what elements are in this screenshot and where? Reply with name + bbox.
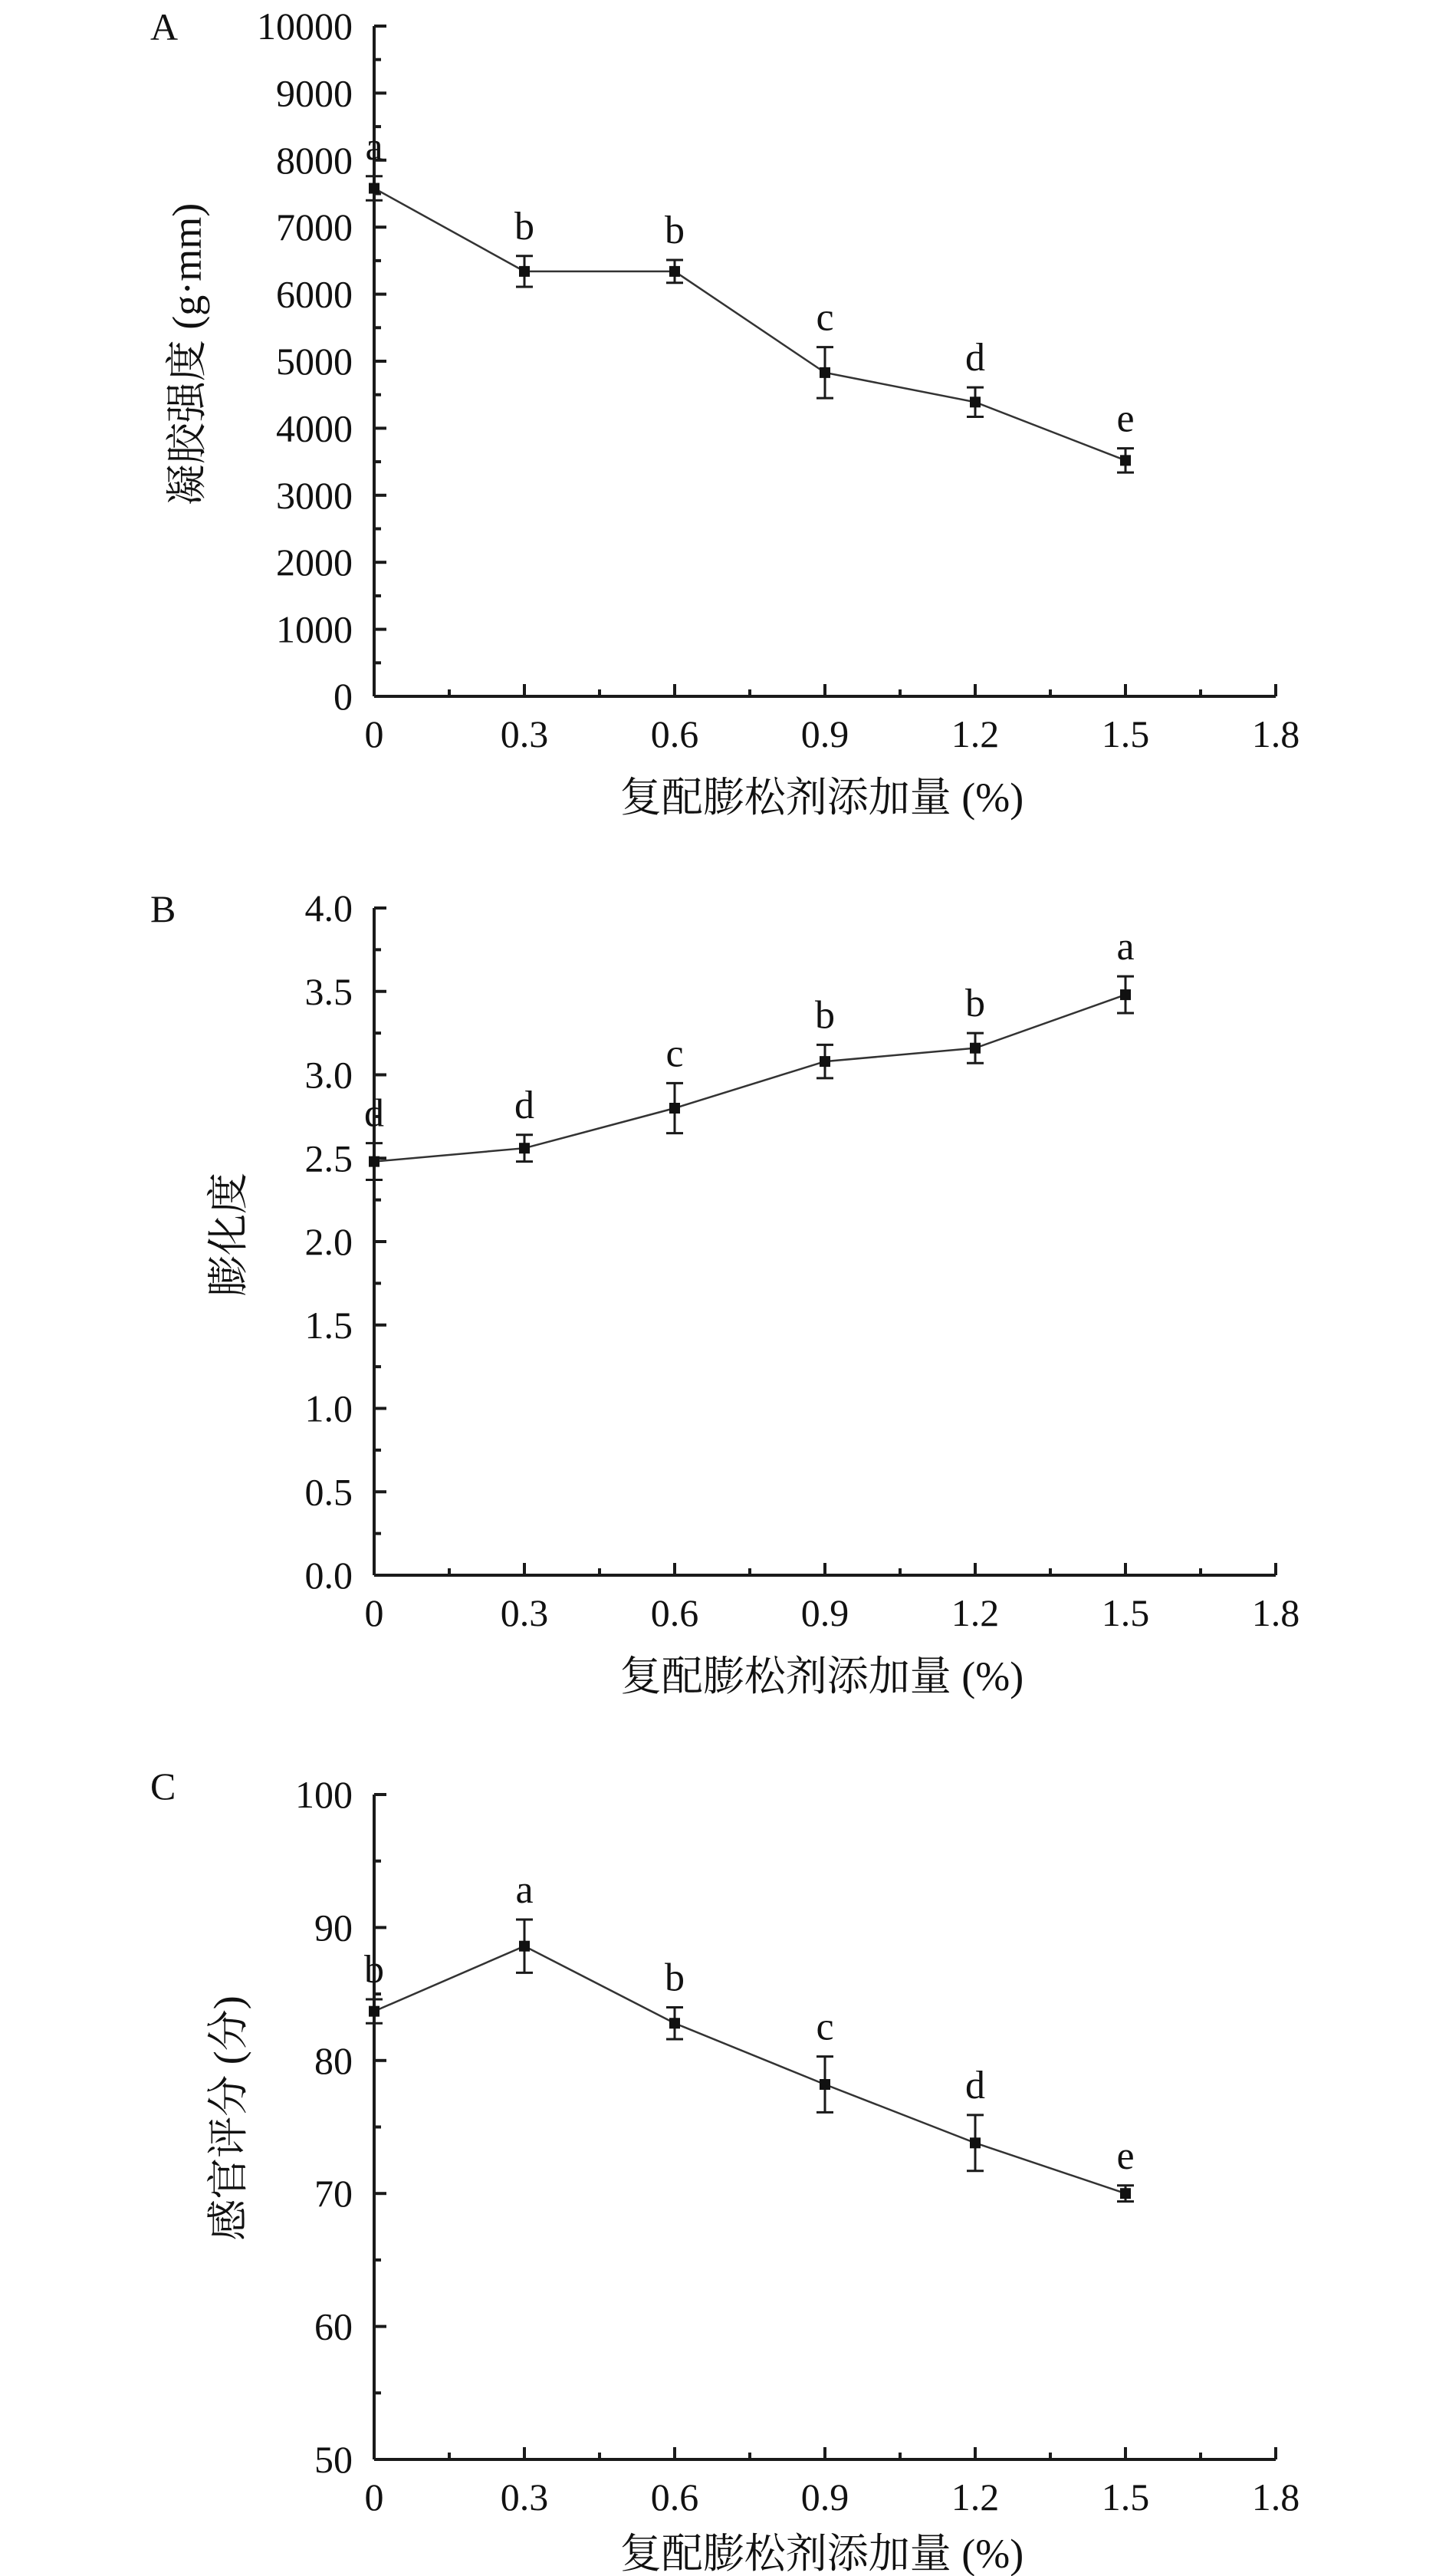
panel-label-a: A — [150, 5, 179, 48]
y-axis-title-a: 凝胶强度 (g·mm) — [164, 202, 210, 506]
significance-label-a: b — [665, 209, 685, 253]
y-tick-label-a: 3000 — [276, 473, 353, 517]
x-tick-label-c: 0.3 — [500, 2476, 549, 2518]
x-tick-label-b: 0.9 — [800, 1591, 849, 1634]
data-point-a — [519, 266, 530, 277]
y-tick-label-b: 1.5 — [304, 1303, 353, 1347]
x-tick-label-b: 0.6 — [650, 1591, 699, 1634]
plot-area-a — [257, 5, 1300, 755]
y-tick-label-b: 2.0 — [304, 1220, 353, 1263]
x-tick-label-a: 1.2 — [951, 712, 1000, 755]
x-tick-label-a: 0.3 — [500, 712, 549, 755]
y-tick-label-b: 4.0 — [304, 887, 353, 929]
y-tick-label-a: 10000 — [257, 5, 353, 48]
significance-label-c: b — [665, 1956, 685, 2000]
x-axis-title-a: 复配膨松剂添加量 (%) — [619, 775, 1024, 821]
x-axis-title-b: 复配膨松剂添加量 (%) — [619, 1653, 1024, 1699]
x-tick-label-c: 0 — [364, 2476, 384, 2518]
y-tick-label-a: 4000 — [276, 406, 353, 450]
y-tick-label-c: 100 — [295, 1773, 353, 1816]
data-point-a — [669, 266, 680, 277]
x-tick-label-a: 0 — [364, 712, 384, 755]
x-axis-title-c: 复配膨松剂添加量 (%) — [619, 2531, 1024, 2576]
significance-label-c: d — [965, 2063, 985, 2107]
data-point-c — [519, 1941, 530, 1952]
y-tick-label-c: 70 — [314, 2172, 353, 2216]
y-tick-label-c: 90 — [314, 1906, 353, 1949]
x-tick-label-c: 1.5 — [1101, 2476, 1150, 2518]
panel-a — [150, 5, 1300, 821]
significance-label-a: e — [1116, 396, 1135, 441]
data-point-b — [970, 1043, 981, 1054]
x-tick-label-c: 1.2 — [951, 2476, 1000, 2518]
plot-area-b — [305, 887, 1300, 1634]
series-line-a — [374, 189, 1125, 461]
significance-label-b: d — [364, 1091, 384, 1136]
y-tick-label-a: 9000 — [276, 71, 353, 115]
data-point-b — [519, 1143, 530, 1153]
panel-label-c: C — [150, 1765, 176, 1808]
data-point-a — [820, 367, 830, 378]
x-tick-label-b: 1.8 — [1251, 1591, 1300, 1634]
significance-label-c: e — [1116, 2134, 1135, 2178]
y-tick-label-a: 0 — [334, 675, 353, 718]
y-tick-label-a: 5000 — [276, 340, 353, 383]
y-tick-label-b: 1.0 — [304, 1387, 353, 1430]
y-tick-label-a: 8000 — [276, 138, 353, 182]
significance-label-c: b — [364, 1948, 384, 1992]
y-tick-label-a: 6000 — [276, 272, 353, 316]
significance-label-c: c — [816, 2005, 834, 2049]
y-tick-label-c: 60 — [314, 2305, 353, 2348]
panel-c — [150, 1765, 1300, 2576]
data-point-c — [820, 2079, 830, 2090]
x-tick-label-a: 0.6 — [650, 712, 699, 755]
y-tick-label-b: 0.0 — [304, 1554, 353, 1597]
y-tick-label-b: 2.5 — [304, 1137, 353, 1180]
x-tick-label-c: 1.8 — [1251, 2476, 1300, 2518]
data-point-b — [369, 1156, 380, 1167]
data-point-c — [369, 2006, 380, 2017]
x-tick-label-c: 0.6 — [650, 2476, 699, 2518]
data-point-c — [970, 2137, 981, 2148]
significance-label-b: b — [815, 993, 835, 1038]
series-line-c — [374, 1946, 1125, 2194]
y-axis-title-c: 感官评分 (分) — [205, 1995, 251, 2241]
data-point-b — [820, 1056, 830, 1067]
panel-b — [150, 887, 1300, 1699]
significance-label-a: d — [965, 336, 985, 380]
significance-label-a: a — [365, 124, 383, 169]
series-line-b — [374, 995, 1125, 1162]
significance-label-b: c — [665, 1031, 684, 1076]
panel-label-b: B — [150, 887, 176, 930]
x-tick-label-b: 0 — [364, 1591, 384, 1634]
y-tick-label-b: 3.5 — [304, 969, 353, 1013]
x-tick-label-b: 1.5 — [1101, 1591, 1150, 1634]
significance-label-c: a — [515, 1867, 534, 1912]
y-axis-title-b: 膨化度 — [205, 1173, 251, 1297]
data-point-c — [1120, 2188, 1131, 2199]
y-tick-label-b: 0.5 — [304, 1470, 353, 1514]
x-tick-label-b: 1.2 — [951, 1591, 1000, 1634]
y-tick-label-a: 1000 — [276, 607, 353, 651]
x-tick-label-a: 0.9 — [800, 712, 849, 755]
significance-label-b: a — [1116, 925, 1135, 969]
x-tick-label-a: 1.8 — [1251, 712, 1300, 755]
y-tick-label-a: 2000 — [276, 541, 353, 584]
y-tick-label-a: 7000 — [276, 206, 353, 249]
significance-label-b: d — [514, 1083, 534, 1127]
data-point-c — [669, 2018, 680, 2028]
plot-area-c — [295, 1773, 1300, 2518]
x-tick-label-b: 0.3 — [500, 1591, 549, 1634]
y-tick-label-c: 80 — [314, 2038, 353, 2082]
data-point-b — [669, 1103, 680, 1114]
data-point-a — [1120, 455, 1131, 466]
significance-label-a: c — [816, 295, 834, 340]
y-tick-label-b: 3.0 — [304, 1053, 353, 1097]
y-tick-label-c: 50 — [314, 2438, 353, 2481]
x-tick-label-a: 1.5 — [1101, 712, 1150, 755]
data-point-b — [1120, 989, 1131, 1000]
x-tick-label-c: 0.9 — [800, 2476, 849, 2518]
significance-label-b: b — [965, 982, 985, 1026]
data-point-a — [970, 396, 981, 407]
data-point-a — [369, 183, 380, 194]
significance-label-a: b — [514, 204, 534, 248]
